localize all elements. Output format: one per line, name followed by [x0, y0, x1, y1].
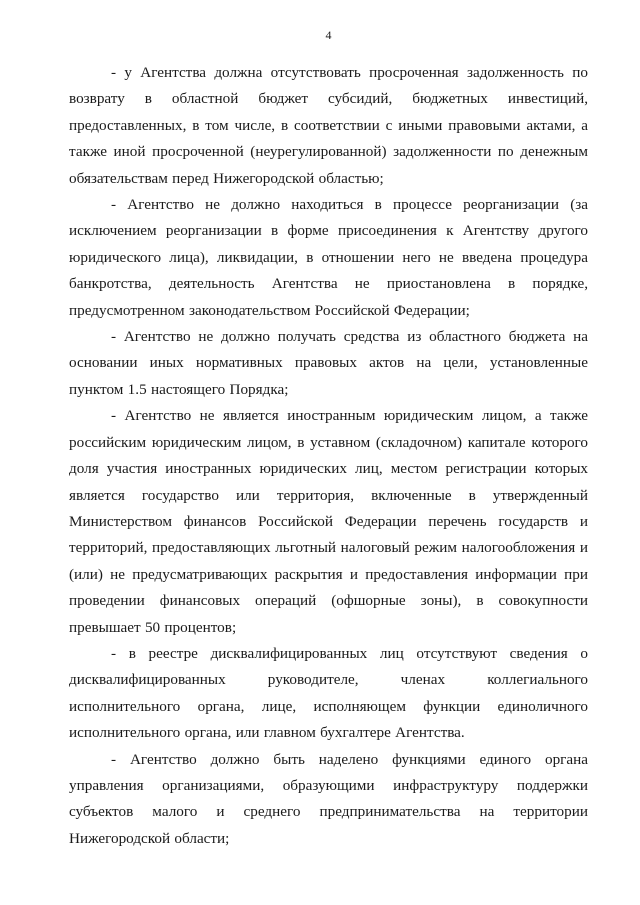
paragraph-no-other-funds: - Агентство не должно получать средства из областного бюджета на основании иных нормативных правовых актов на цели, установленные пунктом 1.5 настоящего Порядка; — [69, 328, 588, 398]
paragraph-no-reorganization: - Агентство не должно находиться в процессе реорганизации (за исключением реорганизации в форме присоединения к Агентству другого юридического лица), ликвидации, в отношении него не введена процедура банкротства, деятельность Агентства не приостановлена в порядке, предусмотренном законодательством Российской Федерации; — [69, 196, 588, 319]
page-number: 4 — [325, 28, 332, 42]
paragraph-not-foreign-entity: - Агентство не является иностранным юридическим лицом, а также российским юридическим лицом, в уставном (складочном) капитале которого доля участия иностранных юридических лиц, местом регистрации которых является государство или территория, включенные в утвержденный Министерством финансов Российской Федерации перечень государств и территорий, предоставляющих льготный налоговый режим налогообложения и (или) не предусматривающих раскрытия и предоставления информации при проведении финансовых операций (офшорные зоны), в совокупности превышает 50 процентов; — [69, 407, 588, 636]
paragraph-disqualified-persons: - в реестре дисквалифицированных лиц отсутствуют сведения о дисквалифицированных руководителе, членах коллегиального исполнительного органа, лице, исполняющем функции единоличного исполнительного органа, или главном бухгалтере Агентства. — [69, 644, 588, 742]
paragraph-no-overdue-debt: - у Агентства должна отсутствовать просроченная задолженность по возврату в областной бюджет субсидий, бюджетных инвестиций, предоставленных, в том числе, в соответствии с иными правовыми актами, а также иной просроченной (неурегулированной) задолженности по денежным обязательствам перед Нижегородской областью; — [69, 64, 588, 187]
paragraph-single-management-body: - Агентство должно быть наделено функциями единого органа управления организациями, образующими инфраструктуру поддержки субъектов малого и среднего предпринимательства на территории Нижегородской области; — [69, 750, 588, 847]
